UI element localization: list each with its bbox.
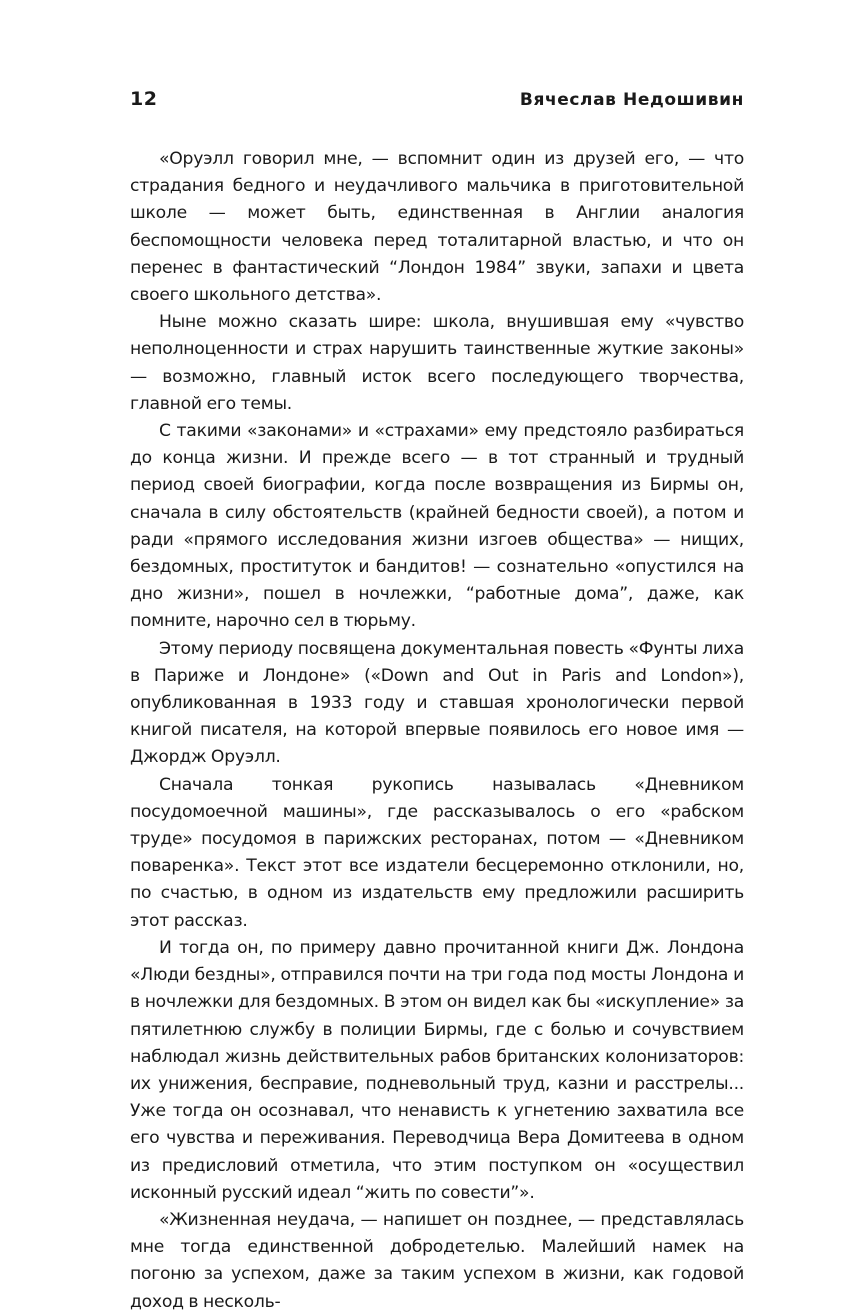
paragraph-2: Ныне можно сказать шире: школа, внушившая ему «чувство неполноценности и страх нарушить таинственные жуткие законы» — возможно, главный исток всего последующего творчества, главной его темы. — [130, 312, 744, 414]
body-text — [130, 146, 744, 1316]
paragraph-5: Сначала тонкая рукопись называлась «Дневником посудомоечной машины», где рассказывалось о его «рабском труде» посудомоя в парижских ресторанах, потом — «Дневником поваренка». Текст этот все издатели бесцеремонно отклонили, но, по счастью, в одном из издательств ему предложили расширить этот рассказ. — [130, 774, 744, 931]
paragraph-6: И тогда он, по примеру давно прочитанной книги Дж. Лондона «Люди бездны», отправился почти на три года под мосты Лондона и в ночлежки для бездомных. В этом он видел как бы «искупление» за пятилетнюю службу в полиции Бирмы, где с болью и сочувствием наблюдал жизнь действительных рабов британских колонизаторов: их унижения, бесправие, подневольный труд, казни и расстрелы... Уже тогда он осознавал, что ненависть к угнетению захватила все его чувства и переживания. Переводчица Вера Домитеева в одном из предисловий отметила, что этим поступком он «осуществил исконный русский идеал “жить по совести”». — [130, 937, 744, 1203]
running-head — [130, 88, 744, 114]
paragraph-3: С такими «законами» и «страхами» ему предстояло разбираться до конца жизни. И прежде всего — в тот странный и трудный период своей биографии, когда после возвращения из Бирмы он, сначала в силу обстоятельств (крайней бедности своей), а потом и ради «прямого исследования жизни изгоев общества» — нищих, бездомных, проституток и бандитов! — сознательно «опустился на дно жизни», пошел в ночлежки, “работные дома”, даже, как помните, нарочно сел в тюрьму. — [130, 421, 744, 632]
paragraph-4: Этому периоду посвящена документальная повесть «Фунты лиха в Париже и Лондоне» («Down and Out in Paris and London»), опубликованная в 1933 году и ставшая хронологически первой книгой писателя, на которой впервые появилось его новое имя — Джордж Оруэлл. — [130, 638, 744, 768]
author-name: Вячеслав Недошивин — [519, 90, 744, 110]
paragraph-7: «Жизненная неудача, — напишет он позднее, — представлялась мне тогда единственной добродетелью. Малейший намек на погоню за успехом, даже за таким успехом в жизни, как годовой доход в несколь- — [130, 1209, 744, 1312]
page-number: 12 — [130, 88, 158, 110]
paragraph-1: «Оруэлл говорил мне, — вспомнит один из друзей его, — что страдания бедного и неудачливого мальчика в приготовительной школе — может быть, единственная в Англии аналогия беспомощности человека перед тоталитарной властью, и что он перенес в фантастический “Лондон 1984” звуки, запахи и цвета своего школьного детства». — [130, 149, 744, 306]
book-page — [130, 88, 744, 1316]
